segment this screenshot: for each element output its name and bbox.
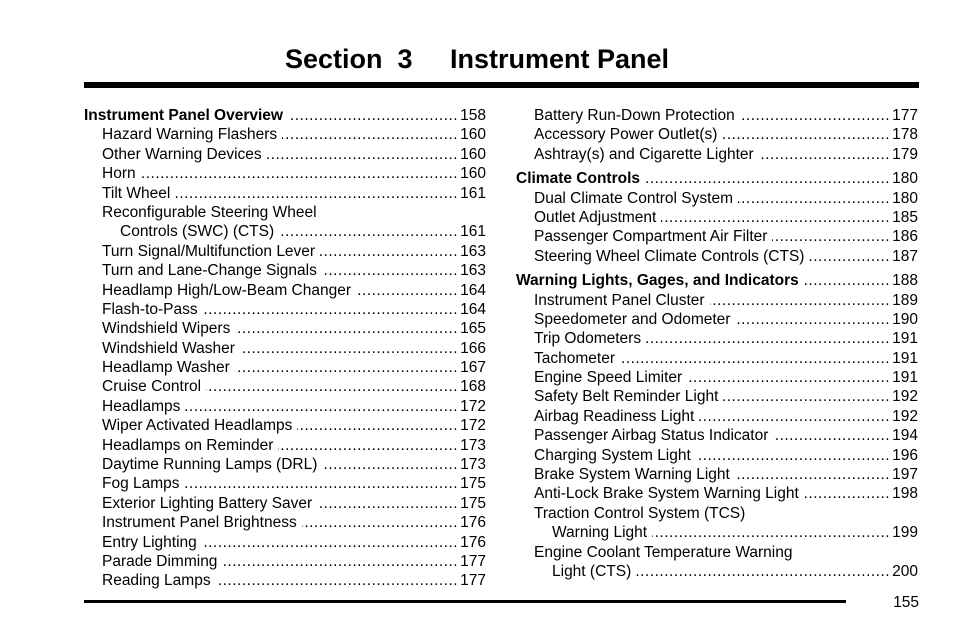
toc-entry <box>84 474 486 493</box>
toc-entry-page: 160 <box>460 145 486 163</box>
dot-leader <box>772 227 890 246</box>
toc-entry-label: Airbag Readiness Light <box>534 407 695 425</box>
toc-entry-label: Horn <box>102 165 136 183</box>
toc-entry <box>84 377 486 396</box>
toc-entry-label: Climate Controls <box>516 170 641 188</box>
section-title: Section 3 Instrument Panel <box>284 44 670 74</box>
dot-leader <box>636 562 890 581</box>
dot-leader <box>235 319 458 338</box>
toc-entry-page: 168 <box>460 378 486 396</box>
toc-entry-label: Exterior Lighting Battery Saver <box>102 494 313 512</box>
toc-entry-page: 160 <box>460 126 486 144</box>
toc-entry-page: 192 <box>892 388 918 406</box>
toc-entry-page: 192 <box>892 407 918 425</box>
toc-entry <box>84 242 486 261</box>
toc-entry-label: Ashtray(s) and Cigarette Lighter <box>534 145 754 163</box>
toc-entry <box>84 339 486 358</box>
toc-entry <box>84 300 486 319</box>
toc-entry-label: Controls (SWC) (CTS) <box>120 223 275 241</box>
toc-entry-label: Windshield Washer <box>102 339 235 357</box>
toc-heading <box>84 106 486 125</box>
toc-entry-label: Instrument Panel Cluster <box>534 291 705 309</box>
dot-leader <box>322 455 458 474</box>
dot-leader <box>322 261 458 280</box>
toc-entry-label: Hazard Warning Flashers <box>102 126 278 144</box>
toc-entry-page: 180 <box>892 170 918 188</box>
toc-entry-page: 158 <box>460 107 486 124</box>
toc-entry-label: Daytime Running Lamps (DRL) <box>102 456 318 474</box>
toc-entry-label: Engine Speed Limiter <box>534 369 683 387</box>
dot-leader <box>185 474 459 493</box>
toc-entry-label: Headlamp Washer <box>102 359 230 377</box>
dot-leader <box>740 106 890 125</box>
toc-entry-page: 191 <box>892 330 918 348</box>
toc-entry-label: Headlamps on Reminder <box>102 436 274 454</box>
toc-entry <box>516 247 918 266</box>
dot-leader <box>699 407 890 426</box>
toc-entry <box>516 562 918 581</box>
toc-entry-page: 176 <box>460 533 486 551</box>
dot-leader <box>297 416 458 435</box>
toc-entry-page: 200 <box>892 562 918 580</box>
dot-leader <box>652 523 890 542</box>
toc-entry <box>84 145 486 164</box>
toc-entry <box>84 552 486 571</box>
toc-entry-page: 160 <box>460 165 486 183</box>
toc-entry <box>84 261 486 280</box>
dot-leader <box>804 484 890 503</box>
toc-entry-page: 172 <box>460 417 486 435</box>
dot-leader <box>320 242 458 261</box>
dot-leader <box>240 339 458 358</box>
toc-entry-label: Battery Run-Down Protection <box>534 107 735 124</box>
toc-heading <box>516 169 918 188</box>
toc-entry-page: 164 <box>460 300 486 318</box>
toc-entry-label: Safety Belt Reminder Light <box>534 388 719 406</box>
toc-entry-label: Traction Control System (TCS) <box>534 504 746 522</box>
dot-leader <box>235 358 458 377</box>
dot-leader <box>646 329 890 348</box>
toc-entry-label: Light (CTS) <box>552 562 632 580</box>
dot-leader <box>722 125 890 144</box>
toc-entry <box>84 436 486 455</box>
toc-entry <box>84 571 486 590</box>
toc-entry-label: Accessory Power Outlet(s) <box>534 126 718 144</box>
toc-entry-label: Turn Signal/Multifunction Lever <box>102 242 316 260</box>
toc-entry-page: 186 <box>892 228 918 246</box>
dot-leader <box>206 377 458 396</box>
toc-entry-page: 189 <box>892 291 918 309</box>
dot-leader <box>809 247 890 266</box>
dot-leader <box>710 291 891 310</box>
toc-entry-page: 178 <box>892 126 918 144</box>
dot-leader <box>620 349 890 368</box>
toc-entry-page: 196 <box>892 446 918 464</box>
toc-entry-page: 164 <box>460 281 486 299</box>
toc-entry-label: Tachometer <box>534 349 615 367</box>
toc-entry-page: 191 <box>892 349 918 367</box>
toc-entry <box>516 368 918 387</box>
toc-entry <box>84 513 486 532</box>
dot-leader <box>267 145 458 164</box>
toc-entry-page: 177 <box>460 572 486 590</box>
toc-entry <box>84 416 486 435</box>
toc-entry <box>516 543 918 562</box>
toc-entry-page: 199 <box>892 524 918 542</box>
toc-entry-label: Instrument Panel Brightness <box>102 514 297 532</box>
toc-entry-label: Headlamp High/Low-Beam Changer <box>102 281 351 299</box>
dot-leader <box>696 446 890 465</box>
toc-entry <box>516 465 918 484</box>
dot-leader <box>288 106 458 125</box>
toc-entry-page: 175 <box>460 475 486 493</box>
toc-entry-page: 198 <box>892 485 918 503</box>
dot-leader <box>735 465 890 484</box>
toc-entry-label: Reading Lamps <box>102 572 211 590</box>
toc-entry-label: Entry Lighting <box>102 533 197 551</box>
toc-entry <box>516 145 918 164</box>
toc-entry <box>516 125 918 144</box>
toc-entry-label: Fog Lamps <box>102 475 180 493</box>
dot-leader <box>687 368 890 387</box>
toc-entry-page: 163 <box>460 262 486 280</box>
toc-heading <box>516 271 918 290</box>
toc-entry-label: Cruise Control <box>102 378 202 396</box>
toc-entry-label: Flash-to-Pass <box>102 300 198 318</box>
toc-entry <box>84 533 486 552</box>
toc-entry-page: 194 <box>892 427 918 445</box>
toc-entry <box>516 446 918 465</box>
toc-entry <box>84 222 486 241</box>
toc-entry-page: 173 <box>460 436 486 454</box>
toc-entry-label: Steering Wheel Climate Controls (CTS) <box>534 247 805 265</box>
toc-entry-label: Parade Dimming <box>102 552 218 570</box>
dot-leader <box>723 387 890 406</box>
toc-entry-label: Reconfigurable Steering Wheel <box>102 203 317 221</box>
toc-entry <box>516 484 918 503</box>
toc-entry <box>516 189 918 208</box>
dot-leader <box>185 397 458 416</box>
toc-entry-page: 175 <box>460 494 486 512</box>
toc-entry-label: Charging System Light <box>534 446 691 464</box>
dot-leader <box>202 533 458 552</box>
toc-entry-label: Instrument Panel Overview <box>84 107 283 124</box>
toc-entry-page: 173 <box>460 456 486 474</box>
toc-entry-page: 188 <box>892 272 918 290</box>
toc-entry-label: Dual Climate Control System <box>534 189 733 207</box>
top-rule <box>84 82 919 88</box>
toc-entry-page: 190 <box>892 310 918 328</box>
toc-entry-label: Other Warning Devices <box>102 145 262 163</box>
toc-entry <box>516 426 918 445</box>
toc-entry <box>516 504 918 523</box>
toc-entry-label: Warning Lights, Gages, and Indicators <box>516 272 799 290</box>
toc-entry-page: 177 <box>892 107 918 124</box>
toc-entry-page: 165 <box>460 320 486 338</box>
dot-leader <box>203 300 459 319</box>
dot-leader <box>759 145 890 164</box>
toc-right-column <box>516 106 918 581</box>
toc-entry-label: Anti-Lock Brake System Warning Light <box>534 485 799 503</box>
toc-entry <box>84 164 486 183</box>
dot-leader <box>302 513 458 532</box>
toc-entry <box>516 407 918 426</box>
toc-entry-label: Warning Light <box>552 524 648 542</box>
dot-leader <box>317 494 458 513</box>
dot-leader <box>356 281 458 300</box>
toc-entry-page: 187 <box>892 247 918 265</box>
toc-entry <box>516 106 918 125</box>
toc-entry <box>84 358 486 377</box>
dot-leader <box>661 208 890 227</box>
toc-left-column <box>84 106 486 591</box>
toc-entry <box>84 494 486 513</box>
toc-entry-page: 197 <box>892 466 918 484</box>
toc-entry <box>516 349 918 368</box>
toc-entry <box>84 319 486 338</box>
toc-entry-page: 166 <box>460 339 486 357</box>
dot-leader <box>141 164 459 183</box>
toc-entry-page: 167 <box>460 359 486 377</box>
toc-entry-page: 177 <box>460 552 486 570</box>
toc-entry-page: 176 <box>460 514 486 532</box>
toc-entry-page: 191 <box>892 369 918 387</box>
dot-leader <box>222 552 458 571</box>
dot-leader <box>804 271 890 290</box>
toc-entry <box>84 184 486 203</box>
toc-entry <box>516 310 918 329</box>
dot-leader <box>738 189 890 208</box>
toc-entry-label: Brake System Warning Light <box>534 466 730 484</box>
toc-entry <box>84 203 486 222</box>
dot-leader <box>735 310 890 329</box>
toc-entry-page: 172 <box>460 397 486 415</box>
toc-entry <box>516 227 918 246</box>
toc-entry-page: 161 <box>460 184 486 202</box>
dot-leader <box>282 125 458 144</box>
toc-entry <box>516 387 918 406</box>
dot-leader <box>175 184 458 203</box>
toc-entry-label: Wiper Activated Headlamps <box>102 417 293 435</box>
toc-entry-label: Passenger Airbag Status Indicator <box>534 427 769 445</box>
toc-entry-label: Headlamps <box>102 397 181 415</box>
toc-entry <box>84 125 486 144</box>
toc-entry-page: 185 <box>892 208 918 226</box>
toc-entry-label: Trip Odometers <box>534 330 642 348</box>
dot-leader <box>645 169 890 188</box>
toc-entry-label: Engine Coolant Temperature Warning <box>534 543 793 561</box>
bottom-rule <box>84 600 846 603</box>
toc-entry-label: Outlet Adjustment <box>534 208 657 226</box>
toc-entry <box>84 397 486 416</box>
toc-entry-page: 161 <box>460 223 486 241</box>
page-number: 155 <box>893 594 919 611</box>
toc-entry <box>516 208 918 227</box>
toc-entry-label: Windshield Wipers <box>102 320 231 338</box>
toc-entry-label: Tilt Wheel <box>102 184 171 202</box>
toc-entry-label: Speedometer and Odometer <box>534 310 731 328</box>
toc-entry-page: 180 <box>892 189 918 207</box>
toc-entry <box>84 281 486 300</box>
toc-entry-label: Turn and Lane-Change Signals <box>102 262 317 280</box>
dot-leader <box>216 571 459 590</box>
toc-entry <box>516 291 918 310</box>
toc-entry-page: 163 <box>460 242 486 260</box>
dot-leader <box>773 426 890 445</box>
dot-leader <box>278 436 458 455</box>
toc-entry <box>84 455 486 474</box>
dot-leader <box>279 222 458 241</box>
toc-entry-page: 179 <box>892 145 918 163</box>
toc-entry <box>516 329 918 348</box>
toc-entry-label: Passenger Compartment Air Filter <box>534 228 768 246</box>
toc-entry <box>516 523 918 542</box>
